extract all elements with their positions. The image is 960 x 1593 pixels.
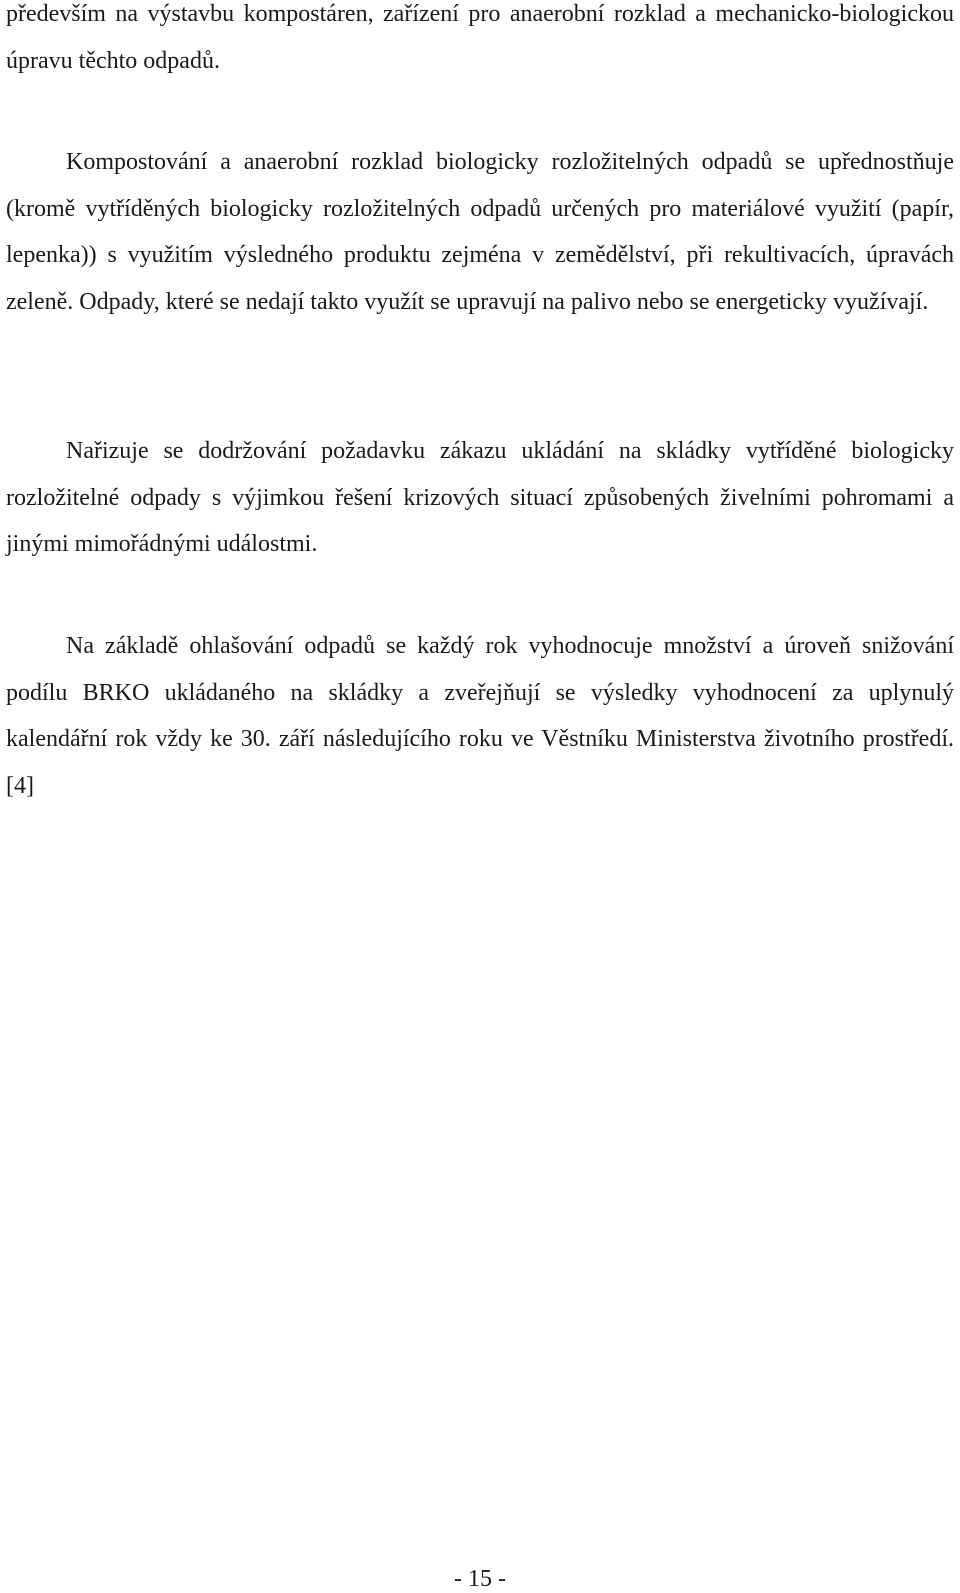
page-number: - 15 - [454,1566,506,1592]
paragraph-composting: Kompostování a anaerobní rozklad biologicky rozložitelných odpadů se upřednostňuje (kromě vytříděných biologicky rozložitelných odpadů určených pro materiálové využití (papír, lepenka)) s využitím výsledného produktu zejména v zemědělství, při rekultivacích, úpravách zeleně. Odpady, které se nedají takto využít se upravují na palivo nebo se energeticky využívají. [6,149,954,315]
paragraph-continuation: především na výstavbu kompostáren, zařízení pro anaerobní rozklad a mechanicko-biologickou úpravu těchto odpadů. [6,1,954,74]
paragraph-reporting: Na základě ohlašování odpadů se každý rok vyhodnocuje množství a úroveň snižování podílu BRKO ukládaného na skládky a zveřejňují se výsledky vyhodnocení za uplynulý kalendářní rok vždy ke 30. září následujícího roku ve Věstníku Ministerstva životního prostředí. [4] [6,633,954,799]
paragraph-landfill-ban: Nařizuje se dodržování požadavku zákazu ukládání na skládky vytříděné biologicky rozložitelné odpady s výjimkou řešení krizových situací způsobených živelními pohromami a jinými mimořádnými událostmi. [6,438,954,557]
